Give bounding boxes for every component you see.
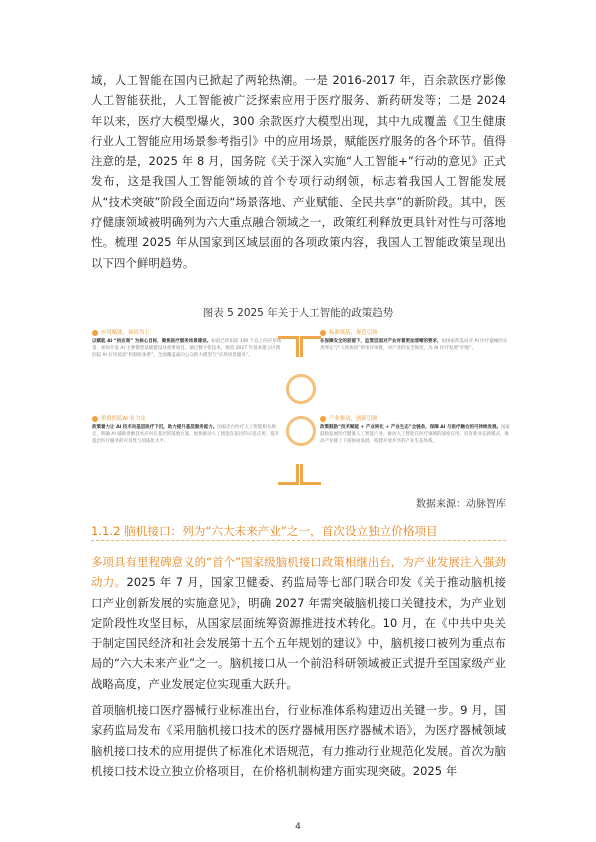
pin-icon xyxy=(92,330,98,336)
page-number: 4 xyxy=(295,822,301,832)
pin-icon xyxy=(320,330,326,336)
quadrant-bold: 政策着力让 AI 技术向基层医疗下沉，助力提升基层服务能力。 xyxy=(92,425,218,430)
paragraph-text: 2025 年 7 月，国家卫健委、药监局等七部门联合印发《关于推动脑机接口产业创新发展的实施意见》，明确 2027 年需突破脑机接口关键技术，为产业划定阶段性攻坚目标，从国家层面统筹资源推进技术转化。10 月，在《中共中央关于制定国民经济和社会发展第十五个五年规划的建议》中，脑机接口被列为重点布局的“六大未来产业”之一。脑机接口从一个前沿科研领域被正式提升至国家级产业战略高度，产业发展定位实现重大跃升。 xyxy=(91,575,506,691)
section-heading xyxy=(91,523,506,539)
quadrant-body: 国家出台医疗人工智能相关规定，明确 AI 辅助诊断技术应用在基层的落地方案，加快推动人工智能在基层的示范应用，提升基层医疗服务的可及性与同质化水平。 xyxy=(92,425,280,445)
quadrant-bottom-left xyxy=(92,414,282,486)
policy-trend-figure xyxy=(92,328,511,490)
quadrant-heading: 产业驱动，创新引领 xyxy=(329,416,378,422)
center-ornament xyxy=(282,350,314,468)
quadrant-bold: 政策鼓励“技术赋能 + 产业转化 + 产业生态”全链条，保障 AI 与医疗融合的可持续发展。 xyxy=(320,425,502,430)
quadrant-body: 如国家药监局对 AI 医疗器械的分类界定与“人机协同”的审评审批，对产业的安全规范，为 AI 医疗发展“护航”。 xyxy=(320,339,508,352)
circle-icon xyxy=(286,416,316,446)
quadrant-heading: 价值医院AI 有力支 xyxy=(101,416,146,422)
quadrant-body: 国家鼓励发展医疗健康人工智能产业，推动人工智能在医疗领域的深度应用，培育新业态新模式，推动产业链上下游协同发展，构建开放共享的产业生态体系。 xyxy=(320,425,511,445)
quadrant-heading: 应用赋能，场景为王 xyxy=(101,330,150,336)
figure-caption: 图表 5 2025 年关于人工智能的政策趋势 xyxy=(202,307,394,319)
quadrant-top-right xyxy=(320,328,510,400)
highlight-lead: 多项具有里程碑意义的“首个”国家级脑机接口政策相继出台，为产业发展注入强劲动力。 xyxy=(91,555,506,590)
intro-paragraph: 域，人工智能在国内已掀起了两轮热潮。一是 2016-2017 年，百余款医疗影像人工智能获批，人工智能被广泛探索应用于医疗服务、新药研发等；二是 2024 年以来，医疗大模型爆火，300 余款医疗大模型出现，其中九成覆盖《卫生健康行业人工智能应用场景参考指引》中的应用场景，赋能医疗服务的各个环节。值得注意的是，2025 年 8 月，国务院《关于深入实施“人工智能+”行动的意见》正式发布，这是我国人工智能领域的首个专项行动纲领，标志着我国人工智能发展从“技术突破”阶段全面迈向“场景落地、产业赋能、全民共享”的新阶段。其中，医疗健康领域被明确列为六大重点融合领域之一，政策红利释放更具针对性与可落地性。梳理 2025 年从国家到区域层面的各项政策内容，我国人工智能政策呈现出以下四个鲜明趋势。 xyxy=(91,73,506,270)
quadrant-bold: 以赋能 AI “供应商” 为核心目标，聚焦医疗服务场景建设。 xyxy=(92,339,212,344)
quadrant-body: 如前已经知道 100 个以上的应用场景，加快开发 AI 主要模型基础建设及重要项目，通过数字化技术，推进 2027 年基本建立区域医院 AI 应用场景“机制化体系”，全面覆盖面向公众的大模型与“应用场景服务”。 xyxy=(92,339,282,359)
quadrant-heading: 标准筑基，规范引领 xyxy=(329,330,378,336)
quadrant-bottom-right xyxy=(320,414,510,486)
heading-divider xyxy=(91,540,506,541)
circle-icon xyxy=(286,374,316,404)
paragraph-bci-policy xyxy=(91,552,506,694)
paragraph-bci-standard: 首项脑机接口医疗器械行业标准出台，行业标准体系构建迈出关键一步。9 月，国家药监局发布《采用脑机接口技术的医疗器械用医疗器械术语》，为医疗器械领域脑机接口技术的应用提供了标准化术语规范，有力推动行业规范化发展。首次为脑机接口技术设立独立价格项目，在价格机制构建方面实现突破。2025 年 xyxy=(91,703,506,778)
figure-source: 数据来源：动脉智库 xyxy=(416,499,506,510)
pin-icon xyxy=(92,416,98,422)
section-heading-text: 1.1.2 脑机接口：列为“六大未来产业”之一，首次设立独立价格项目 xyxy=(91,524,438,538)
pin-icon xyxy=(320,416,326,422)
quadrant-bold: 在保障安全的前提下，监管层面对产业有着更加清晰的要求， xyxy=(320,339,442,344)
quadrant-top-left xyxy=(92,328,282,400)
